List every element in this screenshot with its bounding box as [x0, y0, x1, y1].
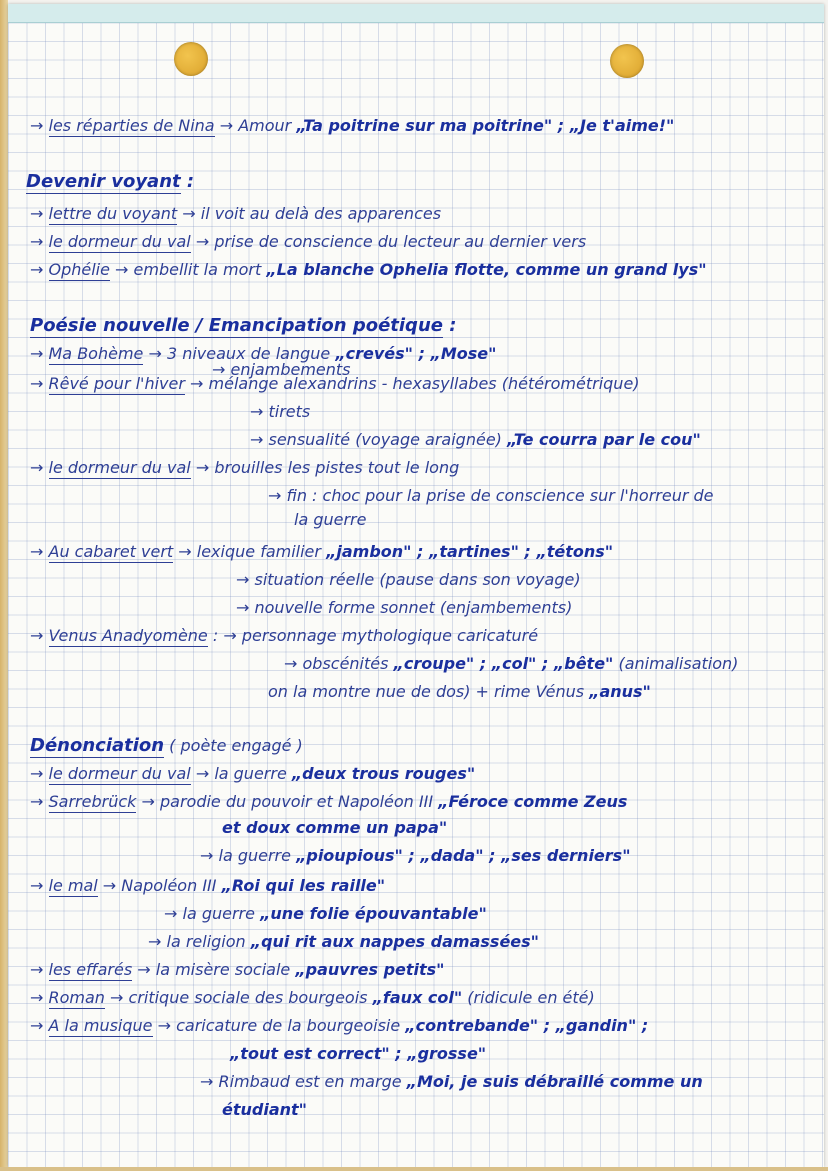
- note-text: →: [30, 876, 49, 895]
- note-text: → Rimbaud est en marge: [200, 1072, 407, 1091]
- note-line: [26, 172, 194, 192]
- note-text: → fin : choc pour la prise de conscience sur l'horreur de: [268, 486, 714, 505]
- note-line: [30, 458, 459, 478]
- note-text: → nouvelle forme sonnet (enjambements): [236, 598, 573, 617]
- note-text: →: [30, 232, 49, 251]
- note-line: [222, 818, 447, 838]
- note-text: → critique sociale des bourgeois: [104, 988, 373, 1007]
- work-title: Ma Bohème: [48, 344, 144, 363]
- note-text: →: [30, 626, 49, 645]
- note-text: → embellit la mort: [109, 260, 267, 279]
- section-heading: Dénonciation: [30, 735, 165, 756]
- quotation: „une folie épouvantable": [260, 904, 487, 923]
- note-text: →: [30, 988, 49, 1007]
- note-text: → la guerre: [190, 764, 292, 783]
- work-title: le dormeur du val: [48, 232, 191, 251]
- note-text: →: [30, 260, 49, 279]
- note-line: [200, 846, 631, 866]
- notebook-binding-edge: [0, 0, 8, 1171]
- quotation: „Ta poitrine sur ma poitrine" ; „Je t'aime!": [296, 116, 675, 135]
- note-line: [164, 904, 487, 924]
- section-heading: Devenir voyant: [26, 171, 181, 192]
- note-line: [30, 988, 595, 1008]
- note-line: [148, 932, 539, 952]
- paper-top-strip: [8, 4, 824, 23]
- quotation: „Moi, je suis débraillé comme un: [406, 1072, 703, 1091]
- note-text: → la misère sociale: [132, 960, 296, 979]
- note-text: → 3 niveaux de langue: [143, 344, 336, 363]
- work-title: Ophélie: [48, 260, 110, 279]
- note-text: → Napoléon III: [97, 876, 222, 895]
- work-title: Roman: [48, 988, 105, 1007]
- note-text: → obscénités: [284, 654, 394, 673]
- work-title: Rêvé pour l'hiver: [48, 374, 185, 393]
- note-text: →: [30, 458, 49, 477]
- note-line: [30, 374, 640, 394]
- work-title: Venus Anadyomène: [48, 626, 208, 645]
- note-text: on la montre nue de dos) + rime Vénus: [268, 682, 590, 701]
- note-line: [30, 764, 475, 784]
- quotation: „Te courra par le cou": [507, 430, 701, 449]
- note-text: (ridicule en été): [462, 988, 595, 1007]
- note-text: →: [30, 1016, 49, 1035]
- work-title: lettre du voyant: [48, 204, 178, 223]
- note-line: [236, 598, 572, 618]
- note-line: [30, 626, 538, 646]
- work-title: Au cabaret vert: [48, 542, 174, 561]
- section-heading: Poésie nouvelle / Emancipation poétique: [30, 315, 443, 336]
- quotation: „anus": [589, 682, 651, 701]
- note-text: →: [30, 344, 49, 363]
- quotation: „jambon" ; „tartines" ; „tétons": [326, 542, 614, 561]
- quotation: „Roi qui les raille": [221, 876, 386, 895]
- quotation: „deux trous rouges": [291, 764, 476, 783]
- note-text: →: [30, 374, 49, 393]
- note-line: [30, 876, 385, 896]
- binder-hole-left: [174, 42, 208, 76]
- note-line: [30, 792, 627, 812]
- note-line: [30, 1016, 648, 1036]
- quotation: „faux col": [372, 988, 463, 1007]
- note-line: [30, 204, 441, 224]
- quotation: et doux comme un papa": [222, 818, 448, 837]
- note-text: → situation réelle (pause dans son voyage): [236, 570, 581, 589]
- note-text: →: [30, 764, 49, 783]
- note-text: : → personnage mythologique caricaturé: [207, 626, 539, 645]
- quotation: „qui rit aux nappes damassées": [250, 932, 540, 951]
- note-line: [230, 1044, 486, 1064]
- note-text: → tirets: [250, 402, 311, 421]
- note-text: →: [30, 116, 49, 135]
- note-line: [236, 570, 581, 590]
- quotation: „pauvres petits": [295, 960, 445, 979]
- note-text: → la guerre: [200, 846, 297, 865]
- note-line: [30, 260, 707, 280]
- quotation: „croupe" ; „col" ; „bête": [393, 654, 614, 673]
- note-line: [30, 542, 613, 562]
- note-text: la guerre: [294, 510, 367, 529]
- quotation: „contrebande" ; „gandin" ;: [405, 1016, 649, 1035]
- note-text: →: [30, 792, 49, 811]
- quotation: „tout est correct" ; „grosse": [230, 1044, 487, 1063]
- note-text: → la religion: [148, 932, 251, 951]
- heading-colon: :: [180, 171, 195, 192]
- note-line: [30, 316, 456, 336]
- heading-colon: :: [442, 315, 457, 336]
- note-text: →: [30, 542, 49, 561]
- work-title: Sarrebrück: [48, 792, 137, 811]
- quotation: „pioupious" ; „dada" ; „ses derniers": [296, 846, 631, 865]
- note-line: [250, 402, 310, 422]
- note-line: [294, 510, 366, 530]
- paper-bottom-edge: [0, 1167, 828, 1171]
- note-line: [30, 232, 586, 252]
- note-text: → caricature de la bourgeoisie: [152, 1016, 406, 1035]
- work-title: les effarés: [48, 960, 133, 979]
- note-text: →: [30, 960, 49, 979]
- note-line: [222, 1100, 307, 1120]
- quotation: „crevés" ; „Mose": [335, 344, 497, 363]
- note-line: [30, 116, 674, 136]
- work-title: les réparties de Nina: [48, 116, 215, 135]
- work-title: le mal: [48, 876, 98, 895]
- note-text: → il voit au delà des apparences: [177, 204, 442, 223]
- quotation: „Féroce comme Zeus: [438, 792, 628, 811]
- note-line: [30, 736, 303, 756]
- note-text: → parodie du pouvoir et Napoléon III: [136, 792, 439, 811]
- binder-hole-right: [610, 44, 644, 78]
- note-text: → enjambements: [212, 360, 351, 379]
- quotation: étudiant": [222, 1100, 307, 1119]
- work-title: le dormeur du val: [48, 764, 191, 783]
- note-text: → sensualité (voyage araignée): [250, 430, 507, 449]
- work-title: A la musique: [48, 1016, 153, 1035]
- note-text: (animalisation): [613, 654, 739, 673]
- quotation: „La blanche Ophelia flotte, comme un grand lys": [266, 260, 707, 279]
- note-text: → prise de conscience du lecteur au dernier vers: [190, 232, 587, 251]
- note-line: [268, 486, 714, 506]
- note-line: [268, 682, 651, 702]
- note-text: → lexique familier: [173, 542, 327, 561]
- note-text: →: [30, 204, 49, 223]
- note-text: ( poète engagé ): [164, 736, 303, 755]
- note-text: → Amour: [214, 116, 297, 135]
- note-text: → brouilles les pistes tout le long: [190, 458, 460, 477]
- note-text: → mélange alexandrins - hexasyllabes (hétérométrique): [184, 374, 640, 393]
- work-title: le dormeur du val: [48, 458, 191, 477]
- note-line: [200, 1072, 703, 1092]
- note-text: → la guerre: [164, 904, 261, 923]
- note-line: [284, 654, 738, 674]
- note-line: [250, 430, 701, 450]
- note-line: [30, 960, 445, 980]
